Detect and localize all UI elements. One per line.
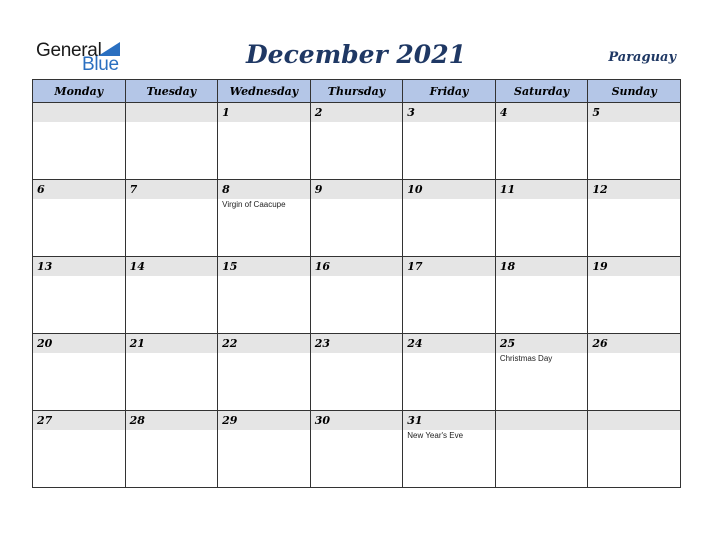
day-number: 9 [311,180,403,199]
holiday-label [496,199,588,200]
day-cell [125,180,218,257]
day-number: 27 [33,411,125,430]
day-number: 17 [403,257,495,276]
day-number: 18 [496,257,588,276]
day-number [33,103,125,122]
day-number: 24 [403,334,495,353]
day-number: 13 [33,257,125,276]
day-cell [403,334,496,411]
day-cell [218,180,311,257]
day-cell [403,411,496,488]
holiday-label [126,430,218,431]
day-number: 7 [126,180,218,199]
holiday-label [33,276,125,277]
day-number: 8 [218,180,310,199]
holiday-label [496,122,588,123]
day-number: 12 [588,180,680,199]
day-number: 11 [496,180,588,199]
day-cell [125,103,218,180]
logo-general-text: General [36,40,102,61]
day-cell [495,334,588,411]
day-number: 28 [126,411,218,430]
day-number: 10 [403,180,495,199]
day-cell [310,411,403,488]
holiday-label [311,353,403,354]
day-number: 1 [218,103,310,122]
day-cell [218,103,311,180]
day-number: 2 [311,103,403,122]
country-label: Paraguay [608,50,676,65]
week-row [33,103,681,180]
day-number [496,411,588,430]
day-cell [218,334,311,411]
holiday-label [496,430,588,431]
weekday-header: Friday [403,80,496,103]
holiday-label [218,353,310,354]
day-number: 15 [218,257,310,276]
holiday-label [588,276,680,277]
holiday-label [126,122,218,123]
holiday-label [311,122,403,123]
holiday-label [311,276,403,277]
day-number: 23 [311,334,403,353]
day-cell [125,411,218,488]
day-cell [403,180,496,257]
page-title: December 2021 [245,40,466,69]
day-number: 25 [496,334,588,353]
day-cell [33,103,126,180]
day-number: 22 [218,334,310,353]
weekday-header: Thursday [310,80,403,103]
holiday-label [588,430,680,431]
holiday-label [33,122,125,123]
day-cell [403,103,496,180]
day-number: 29 [218,411,310,430]
day-number: 31 [403,411,495,430]
holiday-label [33,353,125,354]
day-cell [495,180,588,257]
day-cell [310,257,403,334]
day-number: 19 [588,257,680,276]
holiday-label [33,430,125,431]
day-number: 4 [496,103,588,122]
day-cell [588,257,681,334]
day-cell [33,180,126,257]
week-row [33,180,681,257]
holiday-label [496,276,588,277]
calendar-grid [32,79,681,488]
weekday-header-row [33,80,681,103]
day-cell [495,103,588,180]
holiday-label [403,353,495,354]
holiday-label: Virgin of Caacupe [222,200,286,209]
weekday-header: Saturday [495,80,588,103]
day-number: 5 [588,103,680,122]
holiday-label [218,276,310,277]
day-cell [495,257,588,334]
week-row [33,411,681,488]
weekday-header: Monday [33,80,126,103]
day-cell [33,334,126,411]
holiday-label [403,199,495,200]
holiday-label [126,199,218,200]
holiday-label [588,122,680,123]
day-cell [125,334,218,411]
day-cell [588,411,681,488]
day-number [126,103,218,122]
day-number: 6 [33,180,125,199]
day-number: 3 [403,103,495,122]
holiday-label [403,122,495,123]
holiday-label [588,353,680,354]
holiday-label [126,353,218,354]
day-number: 21 [126,334,218,353]
day-cell [218,411,311,488]
holiday-label [218,122,310,123]
day-number [588,411,680,430]
holiday-label [126,276,218,277]
holiday-label [588,199,680,200]
day-cell [33,411,126,488]
day-number: 26 [588,334,680,353]
day-cell [588,180,681,257]
holiday-label [311,199,403,200]
weekday-header: Wednesday [218,80,311,103]
day-cell [218,257,311,334]
day-cell [588,103,681,180]
day-cell [310,334,403,411]
day-number: 16 [311,257,403,276]
day-number: 14 [126,257,218,276]
holiday-label [33,199,125,200]
day-cell [33,257,126,334]
weekday-header: Sunday [588,80,681,103]
weekday-header: Tuesday [125,80,218,103]
holiday-label [218,430,310,431]
logo-blue-text: Blue [82,54,119,75]
holiday-label [311,430,403,431]
holiday-label: Christmas Day [499,354,553,363]
day-number: 20 [33,334,125,353]
day-cell [495,411,588,488]
day-cell [403,257,496,334]
day-cell [310,103,403,180]
week-row [33,257,681,334]
day-cell [125,257,218,334]
holiday-label [403,276,495,277]
week-row [33,334,681,411]
holiday-label: New Year's Eve [407,431,464,440]
day-cell [310,180,403,257]
day-number: 30 [311,411,403,430]
day-cell [588,334,681,411]
